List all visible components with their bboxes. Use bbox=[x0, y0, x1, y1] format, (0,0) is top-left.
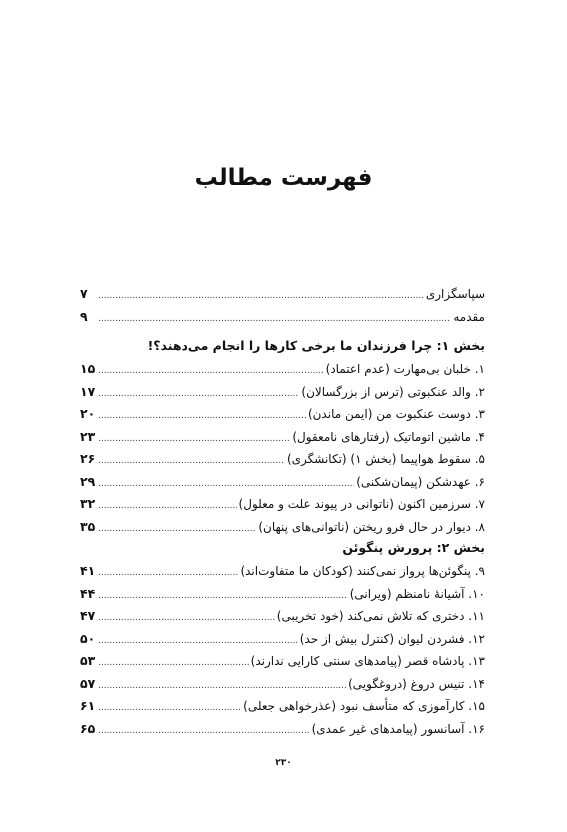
toc-entry-page: ۲۶ bbox=[80, 451, 96, 466]
toc-entry bbox=[80, 695, 485, 718]
toc-entry bbox=[80, 718, 485, 741]
toc-entry bbox=[80, 583, 485, 606]
dot-leader bbox=[98, 405, 306, 428]
toc-entry-label: ۵. سقوط هواپیما (بخش ۱) (تکانشگری) bbox=[286, 452, 485, 466]
dot-leader bbox=[98, 360, 324, 383]
page-title: فهرست مطالب bbox=[194, 165, 373, 191]
toc-entry bbox=[80, 516, 485, 539]
toc-entry bbox=[80, 448, 485, 471]
toc-entry-page: ۴۴ bbox=[80, 585, 96, 601]
toc-entry-label: ۱۴. تنیس دروغ (دروغگویی) bbox=[348, 676, 485, 691]
toc-entry-page: ۱۷ bbox=[80, 383, 96, 399]
toc-entry-page: ۶۵ bbox=[80, 720, 96, 736]
toc-entry-page: ۷ bbox=[80, 286, 88, 301]
dot-leader bbox=[98, 428, 290, 451]
toc-entry-label: ۹. پنگوئن‌ها پرواز نمی‌کنند (کودکان ما متفاوت‌اند) bbox=[240, 564, 485, 578]
toc-entry-page: ۳۵ bbox=[80, 518, 96, 534]
toc-entry bbox=[80, 306, 485, 329]
toc-entry bbox=[80, 605, 485, 628]
toc-entry-label: ۱۱. دختری که تلاش نمی‌کند (خود تخریبی) bbox=[276, 609, 485, 623]
toc-entry bbox=[80, 673, 485, 696]
toc-entry-page: ۵۰ bbox=[80, 630, 96, 646]
toc-part-2 bbox=[80, 536, 485, 740]
toc-entry-page: ۱۵ bbox=[80, 361, 96, 376]
toc-entry-label: ۲. والد عنکبوتی (ترس از بزرگسالان) bbox=[301, 384, 485, 399]
dot-leader bbox=[98, 720, 310, 743]
toc-entry-label: ۳. دوست عنکبوت من (ایمن ماندن) bbox=[307, 407, 485, 421]
toc-entry-page: ۴۷ bbox=[80, 608, 96, 623]
toc-entry bbox=[80, 283, 485, 306]
toc-entry-label: سپاسگزاری bbox=[425, 287, 485, 301]
toc-entry-page: ۲۰ bbox=[80, 406, 96, 421]
toc-entry bbox=[80, 560, 485, 583]
part-heading: بخش ۲: پرورش پنگوئن bbox=[342, 540, 485, 555]
dot-leader bbox=[98, 450, 285, 473]
toc-entry-label: ۱۰. آشیانهٔ نامنظم (ویرانی) bbox=[349, 586, 485, 601]
toc-entry-page: ۹ bbox=[80, 308, 88, 324]
toc-entry-label: ۱۳. پادشاه قصر (پیامدهای سنتی کارایی ندارند) bbox=[250, 654, 485, 668]
toc-entry-label: ۶. عهدشکن (پیمان‌شکنی) bbox=[356, 474, 485, 489]
dot-leader bbox=[98, 697, 241, 720]
toc-entry bbox=[80, 426, 485, 449]
toc-entry-label: ۱۲. فشردن لیوان (کنترل بیش از حد) bbox=[299, 631, 485, 646]
dot-leader bbox=[98, 285, 424, 308]
toc-entry-label: ۷. سرزمین اکنون (ناتوانی در پیوند علت و معلول) bbox=[238, 497, 485, 511]
toc-entry bbox=[80, 628, 485, 651]
toc-entry bbox=[80, 403, 485, 426]
dot-leader bbox=[98, 652, 249, 675]
dot-leader bbox=[98, 308, 451, 331]
dot-leader bbox=[98, 383, 299, 406]
dot-leader bbox=[98, 473, 354, 496]
dot-leader bbox=[98, 585, 348, 608]
toc-entry-page: ۲۹ bbox=[80, 473, 96, 489]
toc-entry-label: ۴. ماشین اتوماتیک (رفتارهای نامعقول) bbox=[292, 429, 485, 444]
toc-entry-label: ۱۶. آسانسور (پیامدهای غیر عمدی) bbox=[311, 721, 485, 736]
dot-leader bbox=[98, 607, 275, 630]
page-number: ۲۳۰ bbox=[275, 758, 292, 768]
dot-leader bbox=[98, 630, 298, 653]
toc-entry-label: ۱. خلبان بی‌مهارت (عدم اعتماد) bbox=[325, 362, 485, 376]
toc-entry-page: ۶۱ bbox=[80, 698, 96, 713]
part-heading: بخش ۱: چرا فرزندان ما برخی کارها را انجام می‌دهند؟! bbox=[147, 338, 485, 353]
dot-leader bbox=[98, 495, 237, 518]
toc-entry bbox=[80, 650, 485, 673]
toc-entry bbox=[80, 381, 485, 404]
toc-part-1 bbox=[80, 334, 485, 538]
toc-entry-page: ۵۳ bbox=[80, 653, 96, 668]
toc-front-matter bbox=[80, 283, 485, 328]
dot-leader bbox=[98, 562, 238, 585]
toc-entry-page: ۴۱ bbox=[80, 563, 96, 578]
toc-entry-page: ۳۲ bbox=[80, 496, 96, 511]
toc-entry bbox=[80, 358, 485, 381]
toc-entry-label: ۱۵. کارآموزی که متأسف نبود (عذرخواهی جعلی) bbox=[243, 699, 485, 713]
toc-entry bbox=[80, 471, 485, 494]
toc-entry-page: ۵۷ bbox=[80, 675, 96, 691]
toc-entry-label: ۸. دیوار در حال فرو ریختن (ناتوانی‌های پنهان) bbox=[258, 519, 485, 534]
toc-entry bbox=[80, 493, 485, 516]
toc-entry-label: مقدمه bbox=[453, 309, 485, 324]
dot-leader bbox=[98, 675, 346, 698]
toc-entry-page: ۲۳ bbox=[80, 428, 96, 444]
